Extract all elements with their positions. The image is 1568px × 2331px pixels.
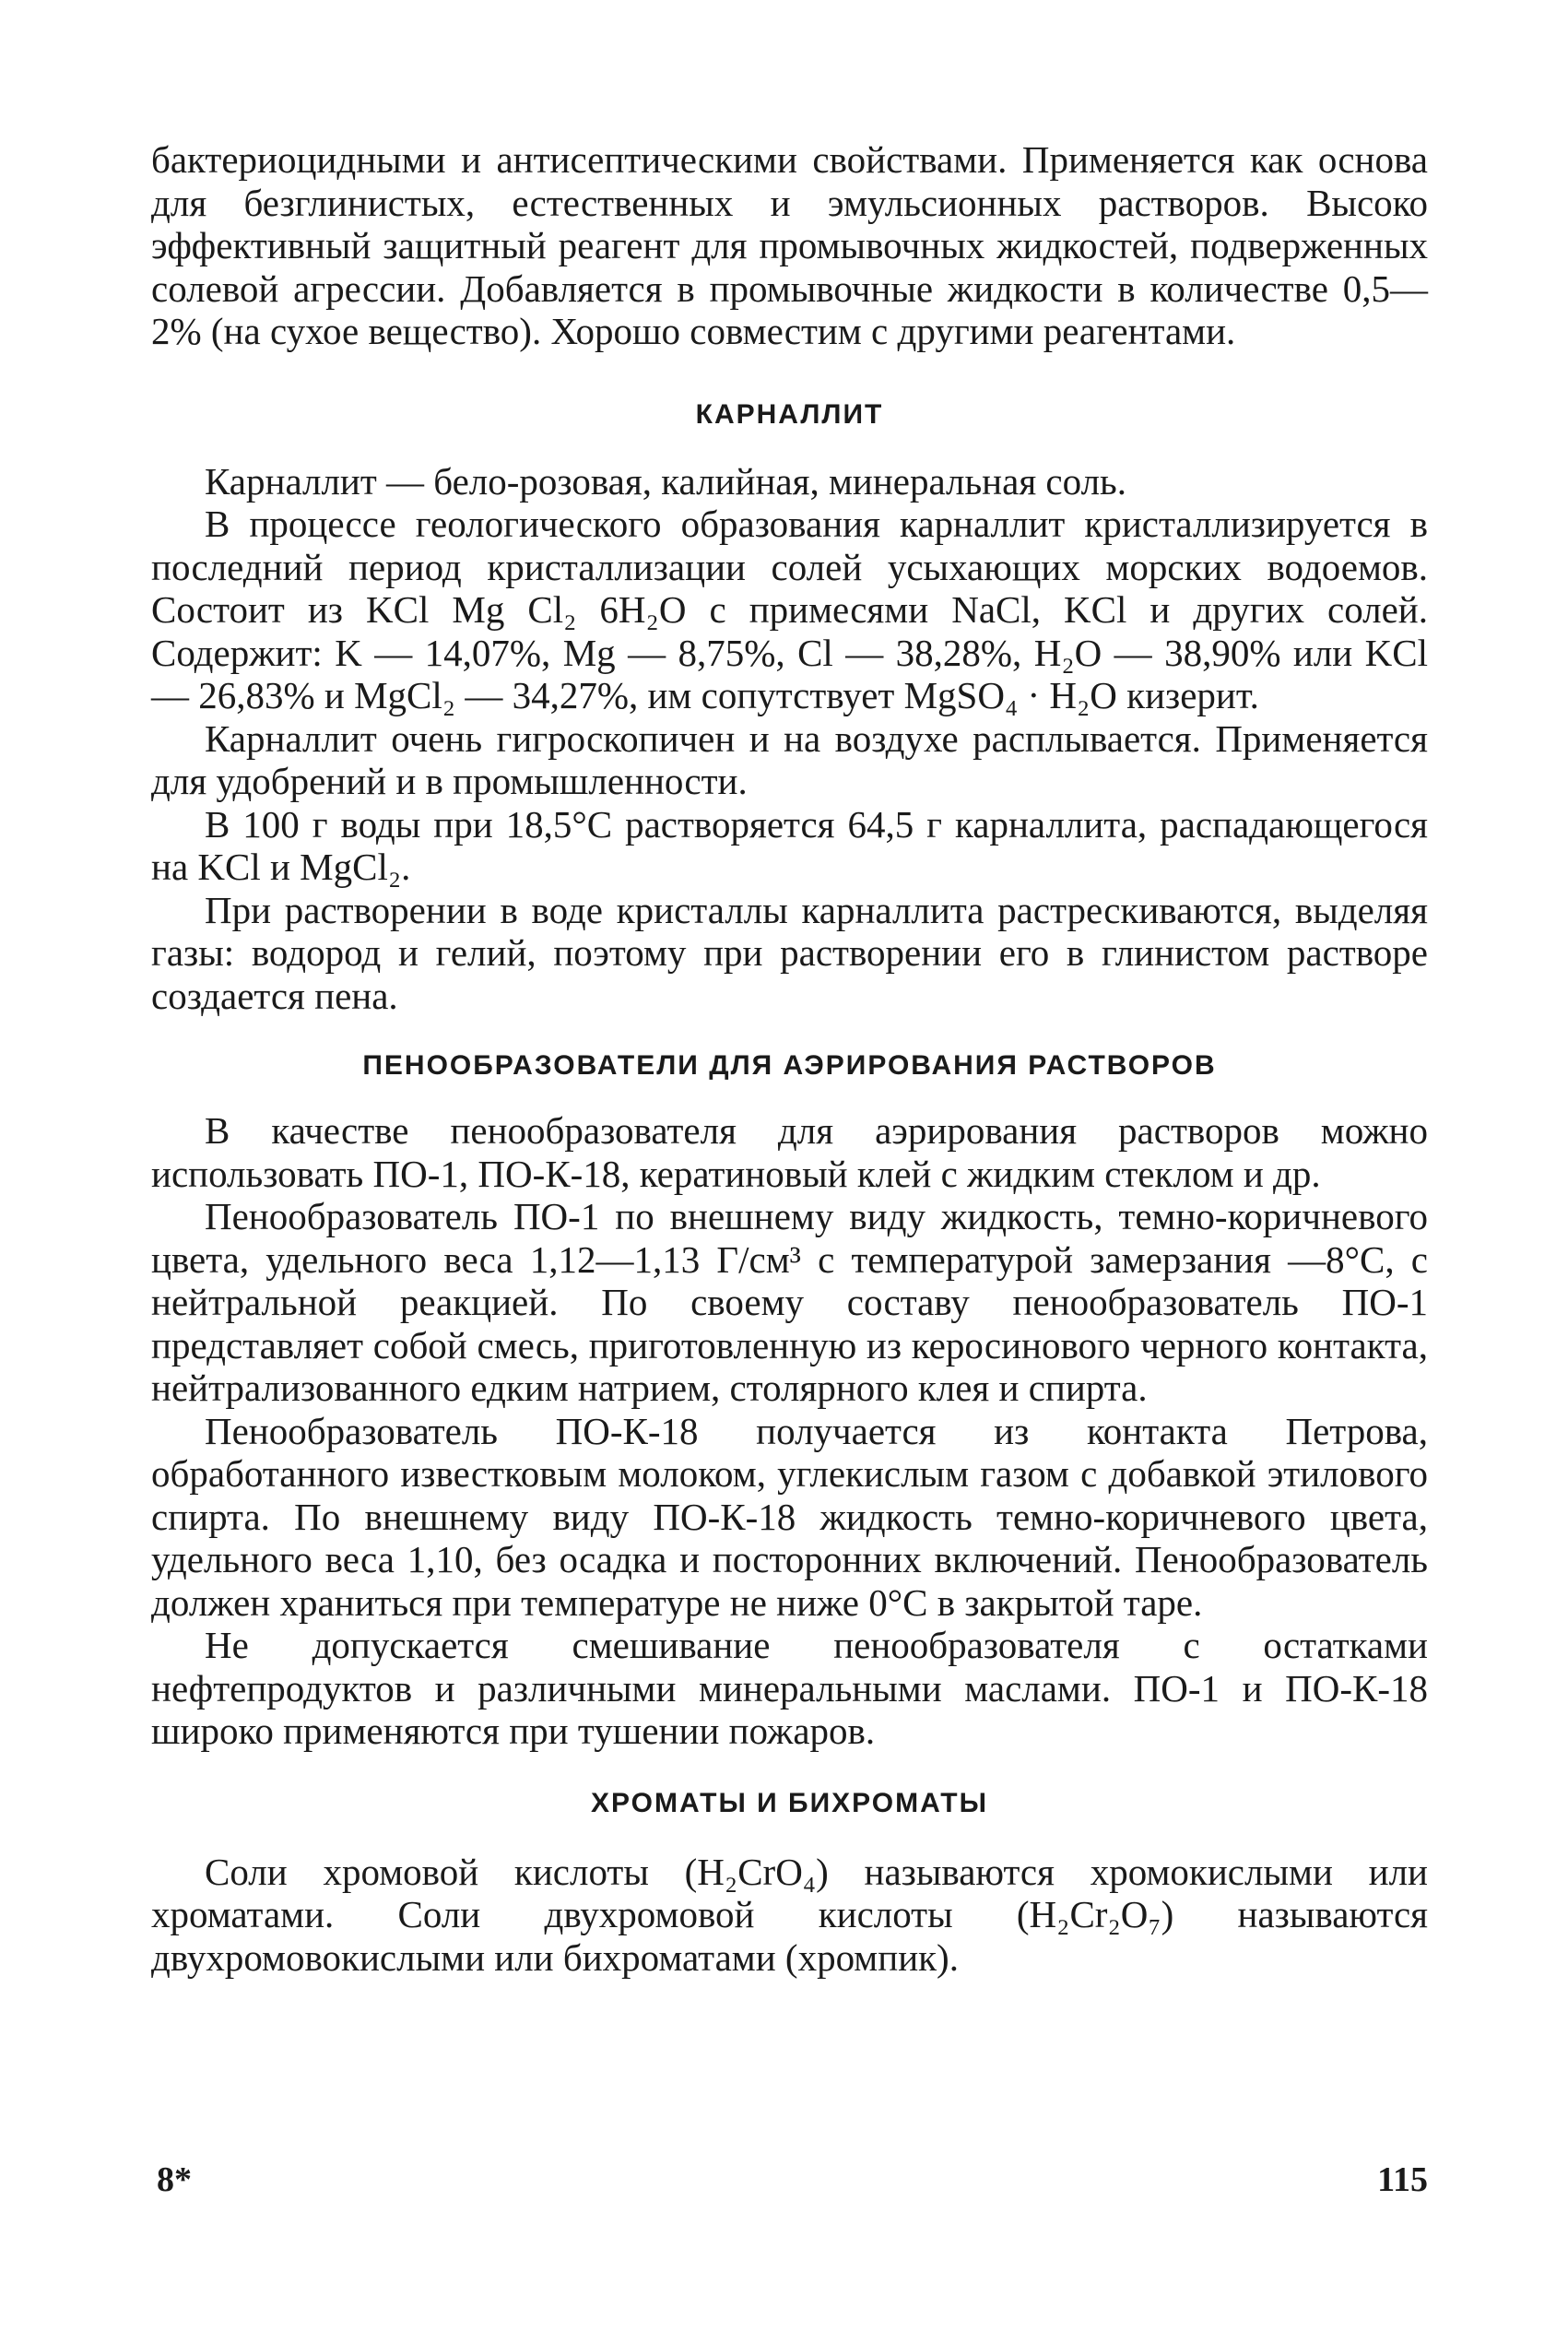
- signature-mark: 8*: [157, 2160, 192, 2199]
- karnallit-paragraph-4: В 100 г воды при 18,5°С растворяется 64,5 г карналлита, распадающегося на KCl и MgCl₂.: [151, 802, 1428, 888]
- section-heading-foam-agents: ПЕНООБРАЗОВАТЕЛИ ДЛЯ АЭРИРОВАНИЯ РАСТВОРОВ: [362, 1050, 1217, 1081]
- karnallit-paragraph-3: Карналлит очень гигроскопичен и на воздухе расплывается. Применяется для удобрений и в промышленности.: [151, 716, 1428, 802]
- section-heading-chromates: ХРОМАТЫ И БИХРОМАТЫ: [591, 1787, 988, 1818]
- chromates-paragraph-1: Соли хромовой кислоты (H₂CrO₄) называются хромокислыми или хроматами. Соли двухромовой кислоты (H₂Cr₂O₇) называются двухромовокислыми или бихроматами (хромпик).: [151, 1850, 1428, 1979]
- page-number: 115: [1377, 2160, 1428, 2199]
- foam-paragraph-2: Пенообразователь ПО-1 по внешнему виду жидкость, темно-коричневого цвета, удельного веса 1,12—1,13 Г/см³ с температурой замерзания —8°С, с нейтральной реакцией. По своему составу пенообразователь ПО-1 представляет собой смесь, приготовленную из керосинового черного контакта, нейтрализованного едким натрием, столярного клея и спирта.: [151, 1195, 1428, 1409]
- karnallit-paragraph-5: При растворении в воде кристаллы карналлита растрескиваются, выделяя газы: водород и гелий, поэтому при растворении его в глинистом растворе создается пена.: [151, 888, 1428, 1017]
- karnallit-paragraph-2: В процессе геологического образования карналлит кристаллизируется в последний период кристаллизации солей усыхающих морских водоемов. Состоит из KCl Mg Cl₂ 6H₂O с примесями NaCl, KCl и других солей. Содержит: K — 14,07%, Mg — 8,75%, Cl — 38,28%, H₂O — 38,90% или KCl — 26,83% и MgCl₂ — 34,27%, им сопутствует MgSO₄ · H₂O кизерит.: [151, 503, 1428, 716]
- karnallit-paragraph-1: Карналлит — бело-розовая, калийная, минеральная соль.: [205, 459, 1126, 503]
- intro-paragraph: бактериоцидными и антисептическими свойствами. Применяется как основа для безглинистых, естественных и эмульсионных растворов. Высоко эффективный защитный реагент для промывочных жидкостей, подверженных солевой агрессии. Добавляется в промывочные жидкости в количестве 0,5—2% (на сухое вещество). Хорошо совместим с другими реагентами.: [151, 138, 1428, 352]
- foam-paragraph-1: В качестве пенообразователя для аэрирования растворов можно использовать ПО-1, ПО-К-18, кератиновый клей с жидким стеклом и др.: [151, 1109, 1428, 1195]
- section-heading-karnallit: КАРНАЛЛИТ: [695, 398, 884, 430]
- foam-paragraph-3: Пенообразователь ПО-К-18 получается из контакта Петрова, обработанного известковым молоком, углекислым газом с добавкой этилового спирта. По внешнему виду ПО-К-18 жидкость темно-коричневого цвета, удельного веса 1,10, без осадка и посторонних включений. Пенообразователь должен храниться при температуре не ниже 0°С в закрытой таре.: [151, 1409, 1428, 1624]
- foam-paragraph-4: Не допускается смешивание пенообразователя с остатками нефтепродуктов и различными минеральными маслами. ПО-1 и ПО-К-18 широко применяются при тушении пожаров.: [151, 1624, 1428, 1752]
- page-body: [151, 138, 1428, 1979]
